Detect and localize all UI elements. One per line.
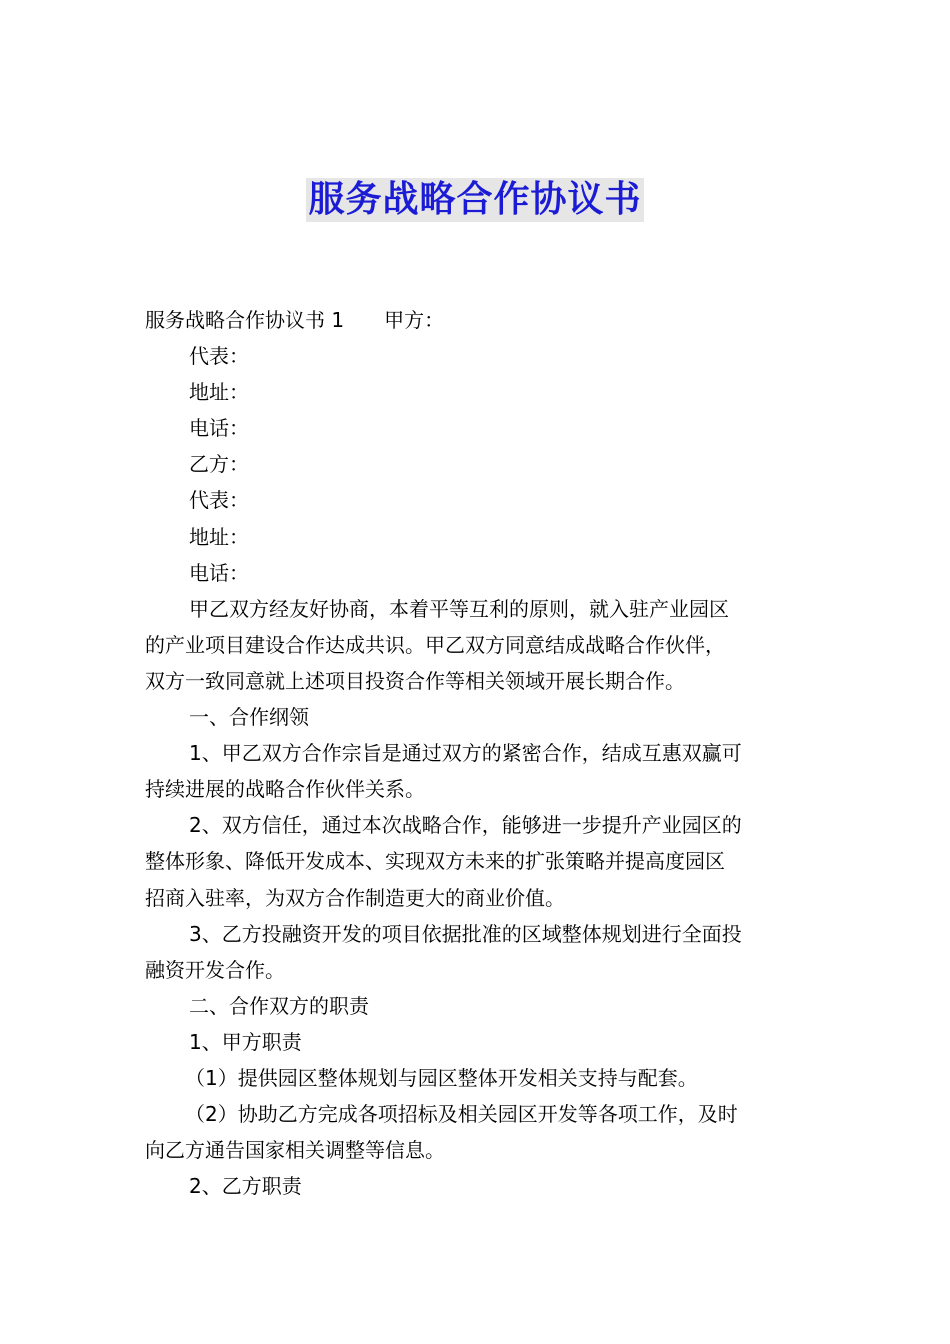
paragraph-line: 持续进展的战略合作伙伴关系。 <box>145 777 425 802</box>
title-container <box>0 178 950 222</box>
paragraph-line: 3、乙方投融资开发的项目依据批准的区域整体规划进行全面投 <box>189 921 742 946</box>
intro-line: 双方一致同意就上述项目投资合作等相关领域开展长期合作。 <box>145 668 685 693</box>
paragraph-line: （1）提供园区整体规划与园区整体开发相关支持与配套。 <box>185 1065 698 1090</box>
party-a-phone: 电话： <box>189 416 249 441</box>
intro-line: 的产业项目建设合作达成共识。甲乙双方同意结成战略合作伙伴， <box>145 632 725 657</box>
section-heading: 一、合作纲领 <box>189 705 309 730</box>
party-b-address: 地址： <box>189 524 249 549</box>
paragraph-line: 招商入驻率，为双方合作制造更大的商业价值。 <box>145 885 565 910</box>
document-title: 服务战略合作协议书 <box>308 179 642 220</box>
paragraph-line: 整体形象、降低开发成本、实现双方未来的扩张策略并提高度园区 <box>145 849 725 874</box>
doc-label: 服务战略合作协议书 1 <box>145 308 345 332</box>
document-body <box>145 302 810 1204</box>
subsection-heading: 2、乙方职责 <box>189 1174 302 1199</box>
party-a-rep: 代表： <box>189 344 249 369</box>
section-heading: 二、合作双方的职责 <box>189 993 369 1018</box>
subsection-heading: 1、甲方职责 <box>189 1029 302 1054</box>
paragraph-line: 1、甲乙双方合作宗旨是通过双方的紧密合作，结成互惠双赢可 <box>189 741 742 766</box>
party-a-address: 地址： <box>189 380 249 405</box>
intro-line: 甲乙双方经友好协商，本着平等互利的原则，就入驻产业园区 <box>189 596 729 621</box>
party-b-label: 乙方： <box>189 452 249 477</box>
paragraph-line: 向乙方通告国家相关调整等信息。 <box>145 1138 445 1163</box>
party-b-rep: 代表： <box>189 488 249 513</box>
header-line <box>145 302 810 338</box>
party-b-phone: 电话： <box>189 560 249 585</box>
paragraph-line: 融资开发合作。 <box>145 957 285 982</box>
party-a-label: 甲方： <box>384 308 445 332</box>
paragraph-line: 2、双方信任，通过本次战略合作，能够进一步提升产业园区的 <box>189 813 742 838</box>
paragraph-line: （2）协助乙方完成各项招标及相关园区开发等各项工作，及时 <box>185 1102 738 1127</box>
